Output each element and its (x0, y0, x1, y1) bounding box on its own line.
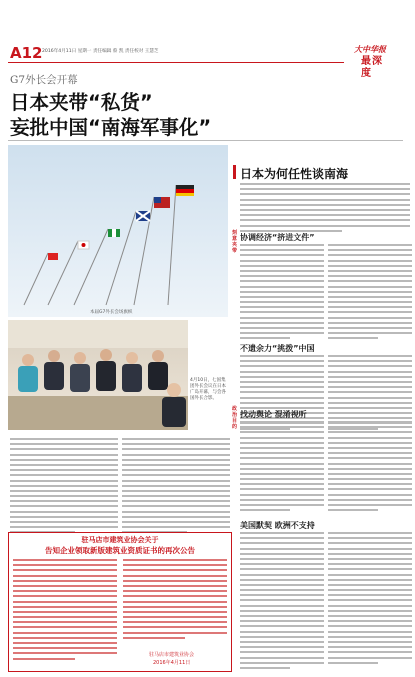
section-heading-4: 美国默契 欧洲不支持 (240, 521, 315, 530)
brand-logo: 大中华报 (354, 44, 386, 54)
left-body-text-b (122, 438, 230, 537)
ministers-photo-caption: 4月10日，七国集团外长会议在日本广岛开幕，与会各国外长合影。 (190, 378, 226, 401)
right-column-title: 日本为何任性谈南海 (240, 167, 349, 181)
date-line: 2016年4月11日 星期一 责任编辑 蔡 凯 责任校对 王慧芝 (42, 49, 159, 54)
notice-org: 驻马店市建筑业协会关于 (81, 536, 159, 544)
ministers-photo (8, 320, 188, 430)
header-rule (8, 62, 344, 63)
section-4-col-b (328, 532, 412, 667)
section-1-col-b (328, 244, 412, 343)
section-title: 最深度 (361, 56, 383, 79)
page-number: A12 (10, 44, 43, 62)
section-label-3: 政治目的 (232, 406, 238, 430)
section-label-1: 刻意夹带 (232, 230, 238, 254)
section-heading-2: 不遗余力“挑拨”中国 (240, 344, 315, 353)
notice-footer-date: 2016年4月11日 (153, 660, 191, 666)
notice-text-b (123, 559, 227, 642)
section-1-col-a (240, 244, 324, 343)
left-body-text-a (10, 438, 118, 537)
section-3-col-b (328, 421, 412, 514)
headline-rule (8, 140, 403, 141)
right-intro-text (240, 183, 410, 235)
headline-line1: 日本夹带“私货” (10, 91, 153, 114)
section-heading-3: 找动舆论 混淆视听 (240, 410, 307, 419)
flags-photo (8, 145, 228, 317)
flags-photo-caption: 本届G7外长会场旗帜 (90, 310, 133, 315)
notice-title: 告知企业领取新版建筑业资质证书的再次公告 (45, 546, 195, 555)
notice-footer-org: 驻马店市建筑业协会 (149, 652, 195, 658)
section-3-col-a (240, 421, 324, 514)
section-heading-1: 协调经济“挤进文件” (240, 233, 315, 242)
notice-text-a (13, 559, 117, 663)
headline-line2: 妄批中国“南海军事化” (10, 116, 212, 139)
section-4-col-a (240, 532, 324, 672)
notice-box (8, 532, 232, 672)
kicker: G7外长会开幕 (10, 74, 78, 86)
right-title-bar (233, 165, 236, 179)
